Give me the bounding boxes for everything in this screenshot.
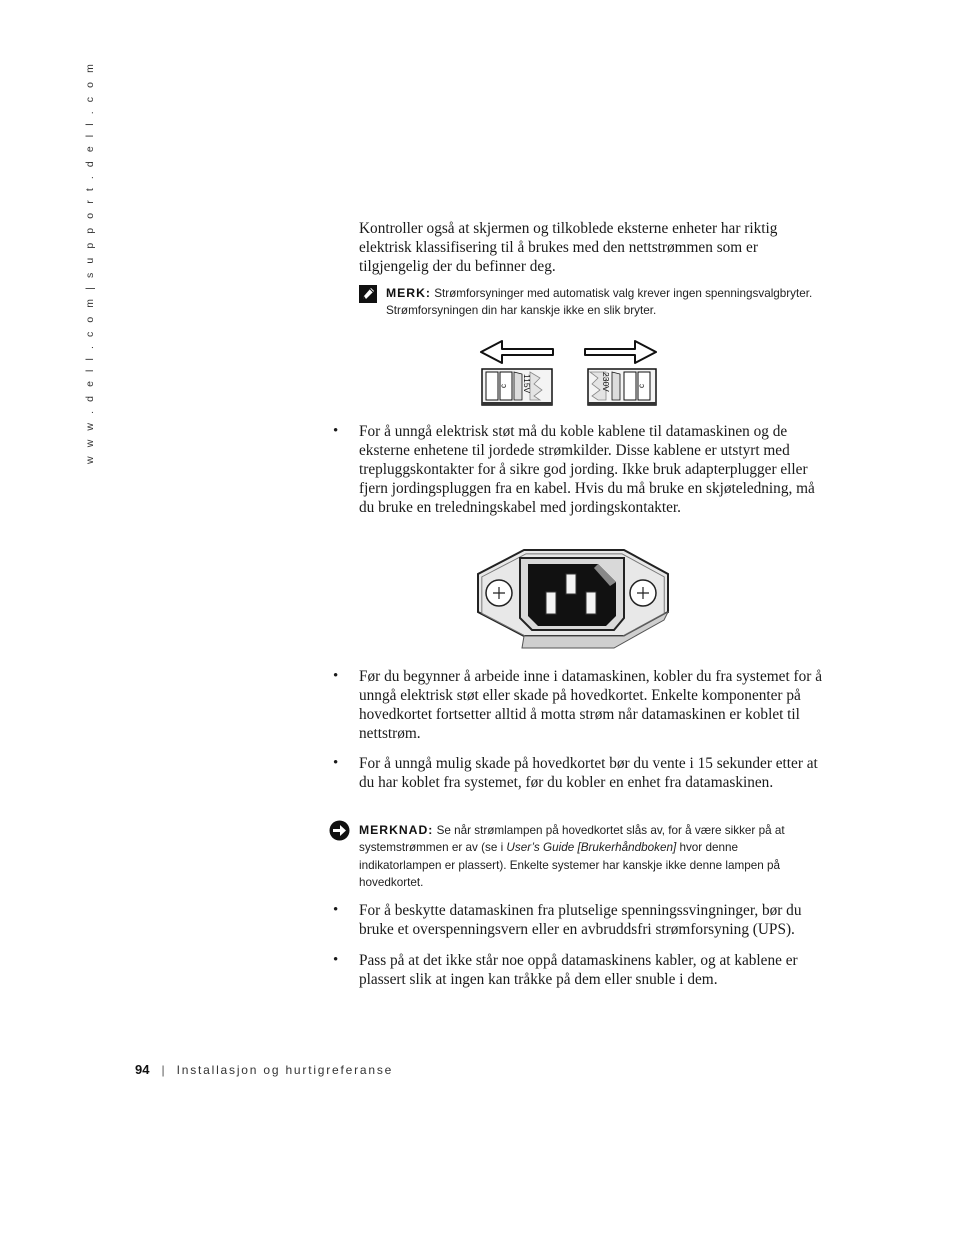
- switch-115v: [482, 369, 552, 405]
- bullet-marker: •: [333, 755, 339, 771]
- screw-left-icon: [486, 580, 512, 606]
- switch-230v: [588, 369, 656, 405]
- notice-merknad: [359, 822, 817, 891]
- arrow-right-icon: [585, 341, 656, 363]
- sidebar-url: w w w . d e l l . c o m | s u p p o r t . d e l l . c o m: [84, 61, 96, 464]
- bullet-grounding: For å unngå elektrisk støt må du koble kablene til datamaskinen og de eksterne enhetene til jordede strømkilder. Disse kablene er utstyrt med trepluggskontakter for å sikre god jording. Ikke bruk adapterplugger eller fjern jordingspluggen fra en kabel. Hvis du må bruke en skjøteledning, må du bruke en treledningskabel med jordingskontakter.: [359, 423, 815, 516]
- bullet-marker: •: [333, 668, 339, 684]
- note-text: Strømforsyninger med automatisk valg krever ingen spenningsvalgbryter. Strømforsyningen din har kanskje ikke en slik bryter.: [386, 287, 813, 317]
- bullet-disconnect: Før du begynner å arbeide inne i datamaskinen, kobler du fra systemet for å unngå elektrisk støt eller skade på hovedkortet. Enkelte komponenter på hovedkortet fortsetter alltid å motta strøm når datamaskinen er koblet til nettstrøm.: [359, 668, 822, 742]
- power-inlet-figure: [474, 546, 674, 652]
- note-merk: [386, 285, 826, 319]
- footer-separator: |: [161, 1063, 165, 1077]
- bullet-wait: For å unngå mulig skade på hovedkortet bør du vente i 15 sekunder etter at du har koblet fra systemet, før du kobler en enhet fra datamaskinen.: [359, 755, 818, 791]
- screw-right-icon: [630, 580, 656, 606]
- bullet-marker: •: [333, 423, 339, 439]
- notice-text-after: hvor denne indikatorlampen er plassert). Enkelte systemer har kanskje ikke denne lampen på hovedkortet.: [359, 841, 780, 889]
- page-footer: [135, 1062, 393, 1077]
- svg-text:c: c: [637, 384, 646, 388]
- bullet-marker: •: [333, 952, 339, 968]
- switch-right-label: 230V: [601, 372, 611, 392]
- switch-left-label: 115V: [522, 374, 532, 394]
- bullet-cables: Pass på at det ikke står noe oppå datamaskinens kabler, og at kablene er plassert slik at ingen kan tråkke på dem eller snuble i dem.: [359, 952, 798, 988]
- bullet-marker: •: [333, 902, 339, 918]
- notice-text-before: Se når strømlampen på hovedkortet slås av, for å være sikker på at systemstrømmen er av (se i: [359, 824, 785, 855]
- arrow-left-icon: [481, 341, 553, 363]
- footer-title: Installasjon og hurtigreferanse: [176, 1063, 394, 1077]
- intro-paragraph: Kontroller også at skjermen og tilkoblede eksterne enheter har riktig elektrisk klassifisering til å brukes med den nettstrømmen som er tilgjengelig der du befinner deg.: [359, 220, 778, 275]
- bullet-surge: For å beskytte datamaskinen fra plutselige spenningssvingninger, bør du bruke et overspenningsvern eller en avbruddsfri strømforsyning (UPS).: [359, 902, 802, 938]
- page-number: 94: [135, 1062, 150, 1077]
- note-label: MERK:: [386, 286, 431, 300]
- pencil-note-icon: [359, 285, 377, 303]
- svg-text:c: c: [499, 384, 508, 388]
- notice-label: MERKNAD:: [359, 823, 434, 837]
- notice-guide-title: User’s Guide [Brukerhåndboken]: [506, 841, 677, 855]
- voltage-switch-figure: [478, 338, 660, 410]
- arrow-circle-notice-icon: [329, 820, 350, 841]
